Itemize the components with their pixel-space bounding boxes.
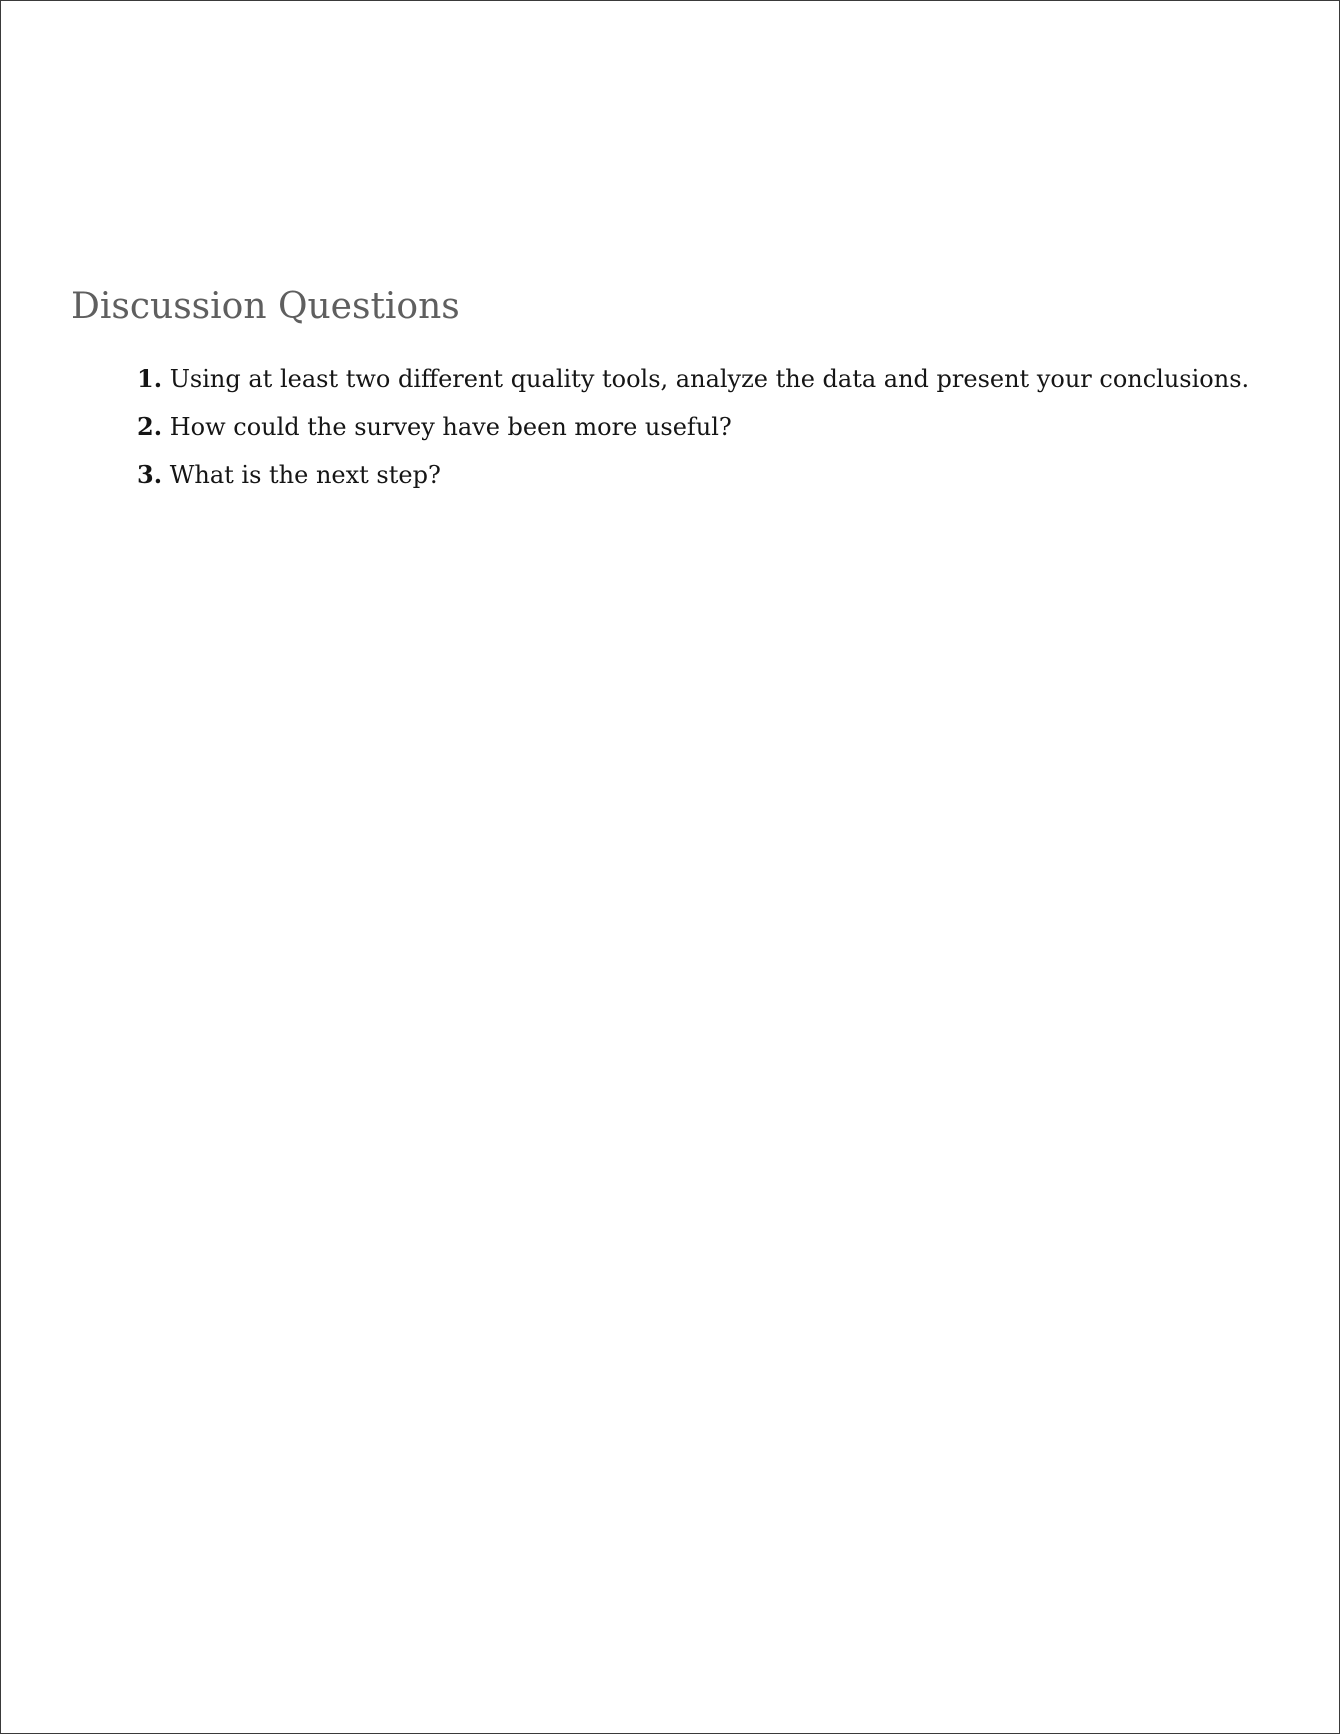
question-number: 3.	[137, 460, 163, 489]
section-title: Discussion Questions	[71, 286, 460, 327]
question-list	[137, 355, 1297, 499]
question-text: Using at least two different quality tools, analyze the data and present your conclusions.	[169, 365, 1250, 393]
question-text: How could the survey have been more useful?	[169, 413, 732, 441]
question-item	[137, 451, 1297, 499]
question-item	[137, 355, 1297, 403]
question-text: What is the next step?	[169, 461, 441, 489]
question-number: 1.	[137, 364, 163, 393]
question-item	[137, 403, 1297, 451]
question-number: 2.	[137, 412, 163, 441]
